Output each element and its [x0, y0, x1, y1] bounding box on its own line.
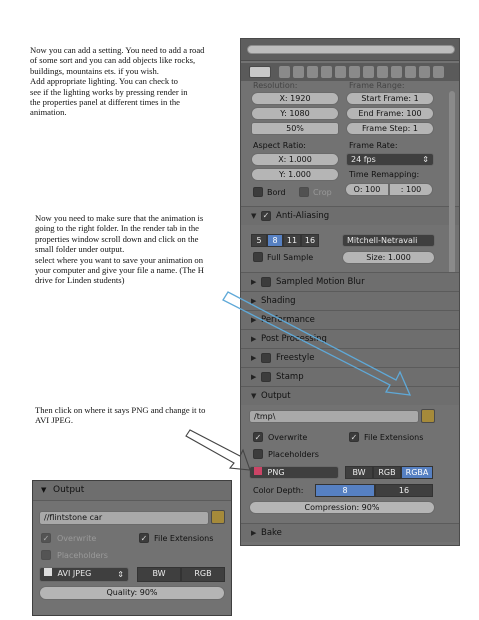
frame-rate-value: 24 fps	[351, 155, 376, 164]
object-tab-icon[interactable]	[321, 66, 332, 78]
render-layers-tab-icon[interactable]	[279, 66, 290, 78]
collapsed-triangle-icon: ▶	[251, 335, 257, 343]
sampled-motion-blur-section[interactable]	[241, 272, 460, 291]
more-tab-icon[interactable]	[433, 66, 444, 78]
file-extensions-checkbox[interactable]: ✓	[140, 534, 148, 543]
file-format-value: PNG	[267, 468, 285, 477]
aa-filter-value: Mitchell-Netravali	[347, 236, 418, 245]
resolution-label: Resolution:	[253, 81, 298, 90]
world-tab-icon[interactable]	[307, 66, 318, 78]
dropdown-arrow-icon: ⇕	[117, 570, 124, 579]
file-format-dropdown[interactable]	[39, 567, 129, 582]
movie-format-icon	[44, 568, 52, 576]
time-remapping-label: Time Remapping:	[349, 170, 420, 179]
resolution-x-field[interactable]: X: 1920	[251, 92, 339, 105]
bake-label: Bake	[261, 528, 282, 538]
note-intro-text: Now you can add a setting. You need to add a road of some sort and you can add objects like rocks, buildings, mountains ets. if you wish. Add appropriate lighting. You can check to see if the lighting works by pressing render in the properties panel at different times in the animation.	[30, 45, 205, 118]
stamp-label: Stamp	[276, 372, 304, 382]
properties-tabs	[241, 63, 460, 81]
output-panel-example	[32, 480, 232, 616]
color-mode-rgb[interactable]: RGB	[181, 567, 225, 582]
freestyle-section[interactable]	[241, 348, 460, 367]
aspect-y-field[interactable]: Y: 1.000	[251, 168, 339, 181]
file-extensions-checkbox[interactable]: ✓	[350, 433, 358, 442]
folder-icon[interactable]	[211, 510, 225, 524]
quality-slider[interactable]: Quality: 90%	[39, 586, 225, 600]
compression-slider[interactable]: Compression: 90%	[249, 501, 435, 514]
post-processing-section[interactable]	[241, 329, 460, 348]
aa-samples-11[interactable]: 11	[283, 234, 301, 247]
performance-label: Performance	[261, 315, 315, 325]
aspect-x-field[interactable]: X: 1.000	[251, 153, 339, 166]
color-depth-label: Color Depth:	[253, 486, 304, 495]
particles-tab-icon[interactable]	[405, 66, 416, 78]
resolution-percent-field[interactable]: 50%	[251, 122, 339, 135]
start-frame-field[interactable]: Start Frame: 1	[346, 92, 434, 105]
stamp-checkbox[interactable]	[261, 372, 271, 382]
aa-filter-dropdown[interactable]	[342, 234, 435, 247]
collapsed-triangle-icon: ▶	[251, 297, 257, 305]
output-path-field[interactable]: //flintstone car	[39, 511, 209, 525]
file-format-dropdown[interactable]	[249, 466, 339, 479]
motion-blur-checkbox[interactable]	[261, 277, 271, 287]
full-sample-checkbox[interactable]	[253, 252, 263, 262]
freestyle-label: Freestyle	[276, 353, 315, 363]
vertical-scrollbar[interactable]	[449, 91, 455, 281]
end-frame-field[interactable]: End Frame: 100	[346, 107, 434, 120]
time-remap-new-field[interactable]: : 100	[389, 183, 433, 196]
placeholders-checkbox[interactable]	[41, 550, 51, 560]
constraints-tab-icon[interactable]	[335, 66, 346, 78]
output-label: Output	[261, 391, 291, 401]
output-label: Output	[53, 485, 85, 495]
anti-aliasing-checkbox[interactable]: ✓	[262, 211, 270, 220]
expanded-triangle-icon: ▼	[251, 212, 257, 220]
border-label: Bord	[267, 188, 286, 197]
frame-rate-label: Frame Rate:	[349, 141, 398, 150]
file-format-value: AVI JPEG	[57, 569, 92, 578]
placeholders-label: Placeholders	[57, 551, 108, 560]
collapsed-triangle-icon: ▶	[251, 316, 257, 324]
placeholders-label: Placeholders	[268, 450, 319, 459]
stamp-section[interactable]	[241, 367, 460, 386]
post-processing-label: Post Processing	[261, 334, 327, 344]
note-intro	[30, 45, 235, 118]
bake-section[interactable]	[241, 523, 460, 542]
scene-tab-icon[interactable]	[293, 66, 304, 78]
color-mode-bw[interactable]: BW	[137, 567, 181, 582]
collapsed-triangle-icon: ▶	[251, 373, 257, 381]
folder-icon[interactable]	[421, 409, 435, 423]
shading-label: Shading	[261, 296, 296, 306]
material-tab-icon[interactable]	[377, 66, 388, 78]
horizontal-scrollbar[interactable]	[247, 45, 455, 54]
overwrite-label: Overwrite	[268, 433, 308, 442]
crop-label: Crop	[313, 188, 332, 197]
overwrite-checkbox[interactable]: ✓	[254, 433, 262, 442]
anti-aliasing-label: Anti-Aliasing	[276, 211, 330, 221]
texture-tab-icon[interactable]	[391, 66, 402, 78]
aa-samples-8[interactable]: 8	[267, 234, 283, 247]
note-png	[35, 405, 235, 426]
output-path-field[interactable]: /tmp\	[249, 410, 419, 423]
file-extensions-label: File Extensions	[364, 433, 424, 442]
dropdown-arrow-icon: ⇕	[422, 155, 429, 164]
frame-step-field[interactable]: Frame Step: 1	[346, 122, 434, 135]
data-tab-icon[interactable]	[363, 66, 374, 78]
color-mode-bw[interactable]: BW	[345, 466, 373, 479]
frame-range-label: Frame Range:	[349, 81, 405, 90]
freestyle-checkbox[interactable]	[261, 353, 271, 363]
anti-aliasing-section[interactable]	[241, 206, 460, 225]
overwrite-checkbox[interactable]: ✓	[42, 534, 50, 543]
aspect-ratio-label: Aspect Ratio:	[253, 141, 306, 150]
motion-blur-label: Sampled Motion Blur	[276, 277, 365, 287]
panel-header	[241, 39, 460, 61]
full-sample-label: Full Sample	[267, 253, 314, 262]
file-extensions-label: File Extensions	[154, 534, 214, 543]
crop-checkbox[interactable]	[299, 187, 309, 197]
frame-rate-dropdown[interactable]	[346, 153, 434, 166]
note-folder	[35, 213, 235, 286]
color-mode-rgb[interactable]: RGB	[373, 466, 401, 479]
physics-tab-icon[interactable]	[419, 66, 430, 78]
expanded-triangle-icon: ▼	[251, 392, 257, 400]
performance-section[interactable]	[241, 310, 460, 329]
modifiers-tab-icon[interactable]	[349, 66, 360, 78]
output-section[interactable]	[241, 386, 460, 405]
collapsed-triangle-icon: ▶	[251, 354, 257, 362]
collapsed-triangle-icon: ▶	[251, 278, 257, 286]
color-depth-8[interactable]: 8	[315, 484, 375, 497]
expanded-triangle-icon: ▼	[41, 486, 47, 494]
overwrite-label: Overwrite	[57, 534, 97, 543]
aa-samples-5[interactable]: 5	[251, 234, 267, 247]
aa-samples-16[interactable]: 16	[301, 234, 319, 247]
render-tab-icon[interactable]	[249, 66, 271, 78]
color-mode-rgba[interactable]: RGBA	[401, 466, 433, 479]
color-depth-16[interactable]: 16	[375, 484, 433, 497]
collapsed-triangle-icon: ▶	[251, 529, 257, 537]
note-folder-text: Now you need to make sure that the animation is going to the right folder. In the render tab in the properties window scroll down and click on the small folder under output. select where you want to save your animation on your computer and give your file a name. (The H drive for Linden students)	[35, 213, 204, 286]
time-remap-old-field[interactable]: O: 100	[345, 183, 389, 196]
render-properties-panel	[240, 38, 460, 546]
aa-size-field[interactable]: Size: 1.000	[342, 251, 435, 264]
border-checkbox[interactable]	[253, 187, 263, 197]
placeholders-checkbox[interactable]	[253, 449, 263, 459]
output-header[interactable]	[33, 481, 231, 501]
shading-section[interactable]	[241, 291, 460, 310]
note-png-text: Then click on where it says PNG and change it to AVI JPEG.	[35, 405, 206, 426]
resolution-y-field[interactable]: Y: 1080	[251, 107, 339, 120]
image-format-icon	[254, 467, 262, 475]
